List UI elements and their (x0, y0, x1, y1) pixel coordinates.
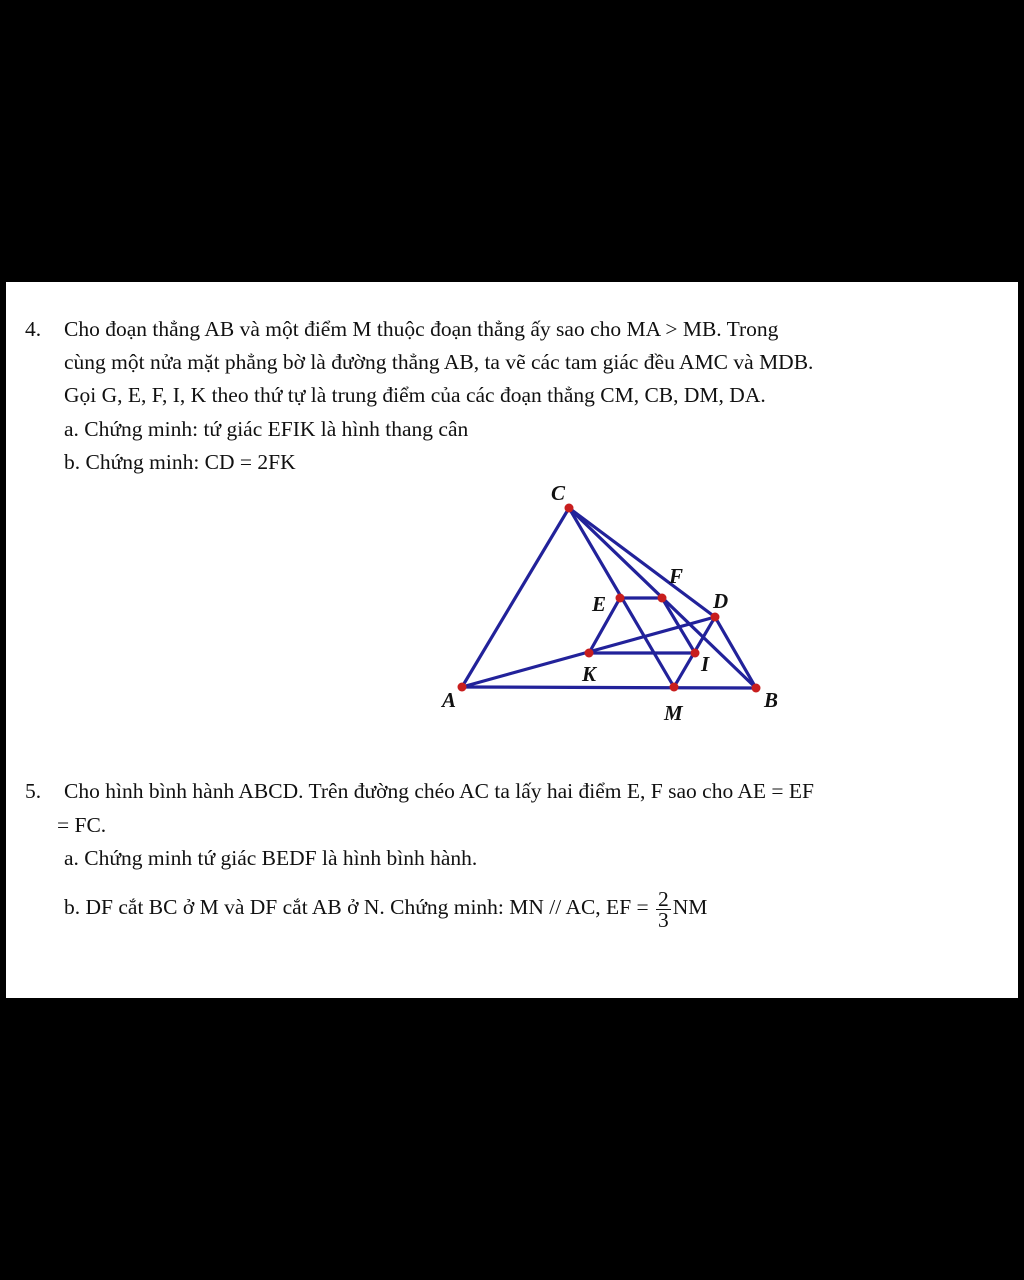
label-I: I (701, 652, 710, 676)
point-I (691, 649, 700, 658)
label-C: C (551, 481, 566, 505)
segment-CD (569, 508, 715, 617)
label-E: E (592, 592, 607, 616)
segment-AC (462, 508, 569, 687)
problem-5-part-b-tail: NM (672, 895, 708, 919)
problem-5-number: 5. (25, 779, 42, 803)
point-A (458, 683, 467, 692)
point-E (616, 594, 625, 603)
fraction-denominator: 3 (658, 907, 669, 932)
problem-5-line-2: = FC. (57, 813, 107, 837)
problem-4-part-a: a. Chứng minh: tứ giác EFIK là hình thang cân (64, 417, 469, 441)
label-M: M (664, 701, 683, 725)
problem-5-part-b-text: b. DF cắt BC ở M và DF cắt AB ở N. Chứng minh: MN // AC, EF = (64, 895, 649, 919)
point-B (752, 684, 761, 693)
label-F: F (669, 564, 684, 588)
label-D: D (713, 589, 729, 613)
problem-5-line-1: Cho hình bình hành ABCD. Trên đường chéo AC ta lấy hai điểm E, F sao cho AE = EF (64, 779, 815, 803)
problem-4-line-3: Gọi G, E, F, I, K theo thứ tự là trung điểm của các đoạn thẳng CM, CB, DM, DA. (64, 383, 766, 407)
document-page (6, 282, 1018, 998)
label-B: B (764, 688, 779, 712)
problem-5-part-b (64, 885, 707, 930)
fraction-two-thirds (656, 886, 671, 932)
label-A: A (442, 688, 457, 712)
problem-4-line-2: cùng một nửa mặt phẳng bờ là đường thẳng AB, ta vẽ các tam giác đều AMC và MDB. (64, 350, 814, 374)
point-K (585, 649, 594, 658)
point-F (658, 594, 667, 603)
label-K: K (582, 662, 597, 686)
point-M (670, 683, 679, 692)
problem-4-number: 4. (25, 317, 42, 341)
point-D (711, 613, 720, 622)
problem-4-line-1: Cho đoạn thẳng AB và một điểm M thuộc đoạn thẳng ấy sao cho MA > MB. Trong (64, 317, 779, 341)
problem-4-part-b: b. Chứng minh: CD = 2FK (64, 450, 296, 474)
problem-5-part-a: a. Chứng minh tứ giác BEDF là hình bình hành. (64, 846, 478, 870)
point-C (565, 504, 574, 513)
fraction-numerator: 2 (658, 886, 669, 911)
segment-AB (462, 687, 756, 688)
